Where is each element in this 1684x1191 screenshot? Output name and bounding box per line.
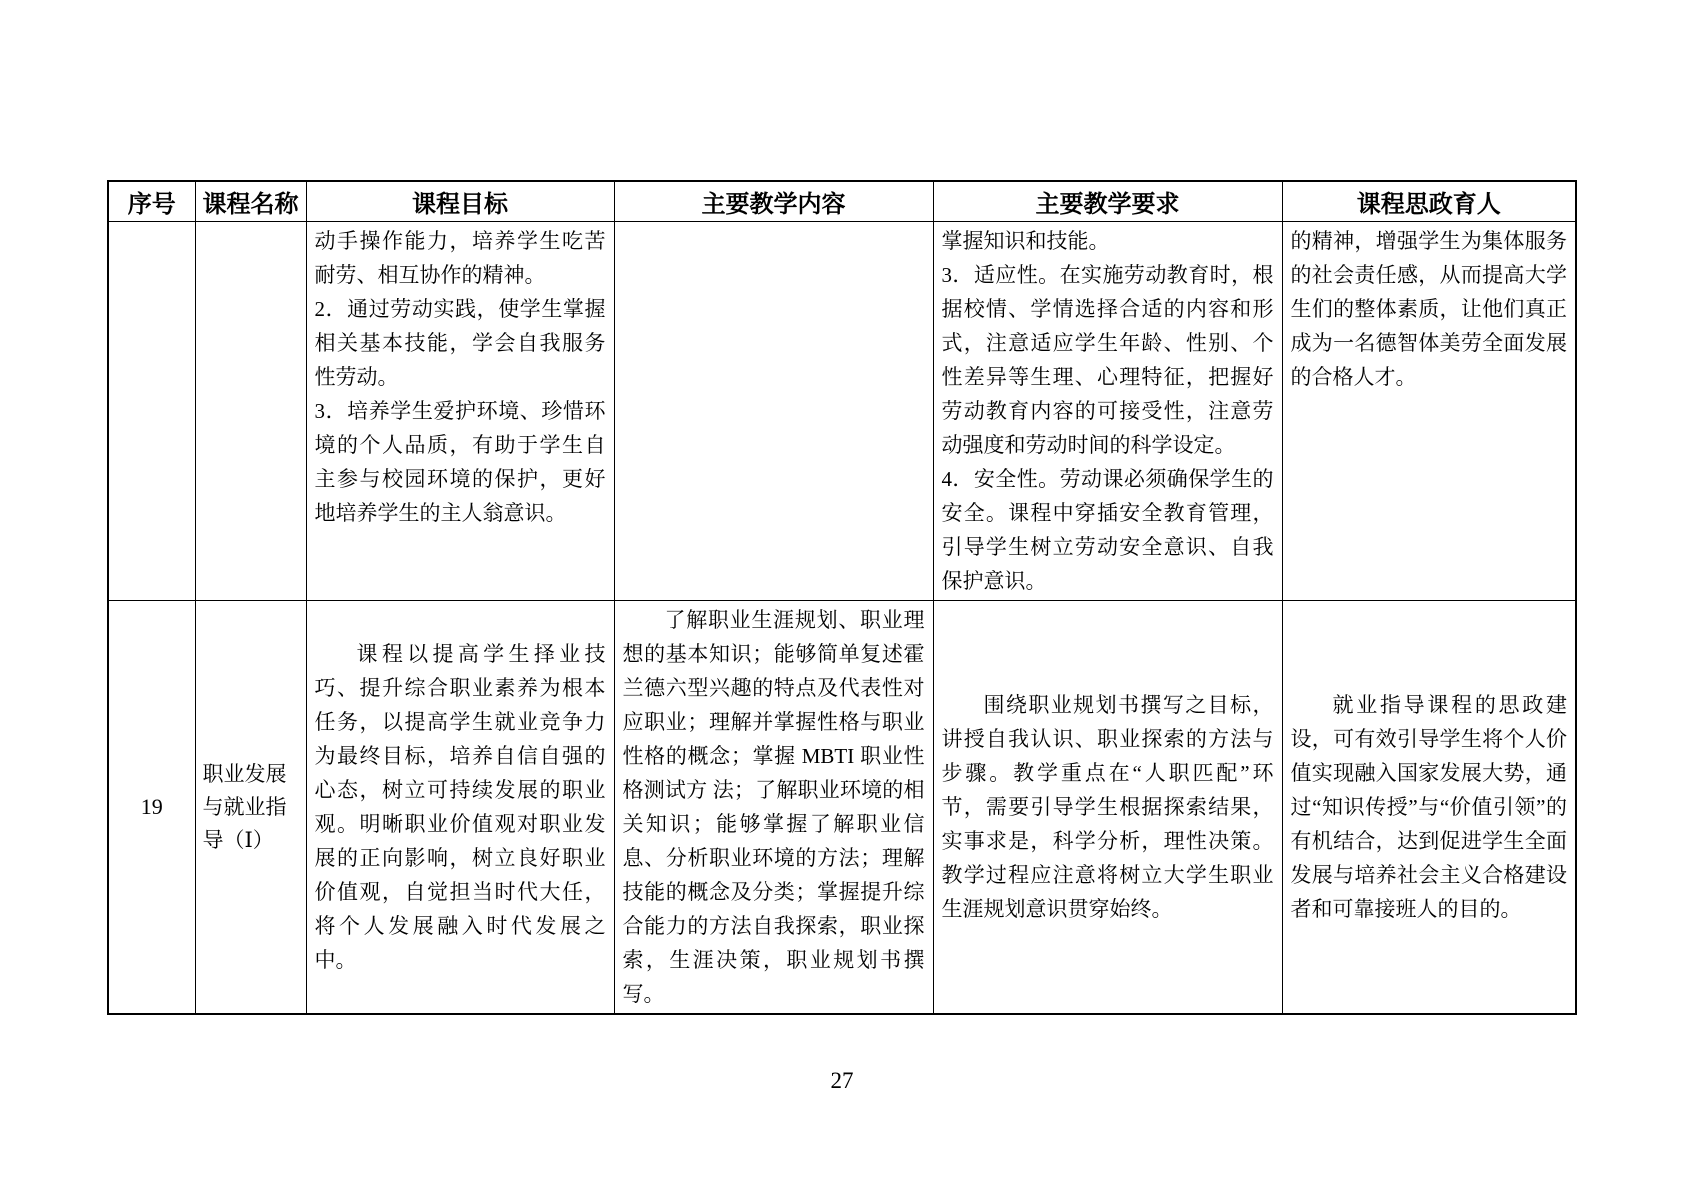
- cell-objectives-cont: [306, 222, 614, 601]
- cell-ideology-cont: [1282, 222, 1576, 601]
- cell-content-19: [614, 601, 933, 1015]
- cell-requirements-cont: [933, 222, 1282, 601]
- ideology-paragraph: 的精神，增强学生为集体服务的社会责任感，从而提高大学生们的整体素质，让他们真正成为一名德智体美劳全面发展的合格人才。: [1290, 229, 1567, 389]
- requirements-paragraph: 掌握知识和技能。: [941, 229, 1110, 253]
- objectives-paragraph: 动手操作能力，培养学生吃苦耐劳、相互协作的精神。: [314, 229, 606, 287]
- table-header-row: [108, 181, 1576, 222]
- objectives-paragraph: 3．培养学生爱护环境、珍惜环境的个人品质，有助于学生自主参与校园环境的保护，更好地培养学生的主人翁意识。: [314, 399, 606, 525]
- objectives-paragraph: 课程以提高学生择业技巧、提升综合职业素养为根本任务，以提高学生就业竞争力为最终目标，培养自信自强的心态，树立可持续发展的职业观。明晰职业价值观对职业发展的正向影响，树立良好职业价值观，自觉担当时代大任，将个人发展融入时代发展之中。: [314, 642, 606, 972]
- table-row-continuation: [108, 222, 1576, 601]
- header-content: 主要教学内容: [614, 181, 933, 222]
- ideology-paragraph: 就业指导课程的思政建设，可有效引导学生将个人价值实现融入国家发展大势，通过“知识传授”与“价值引领”的有机结合，达到促进学生全面发展与培养社会主义合格建设者和可靠接班人的目的。: [1290, 693, 1567, 921]
- objectives-paragraph: 2．通过劳动实践，使学生掌握相关基本技能，学会自我服务性劳动。: [314, 297, 606, 389]
- cell-course-name-cont: [195, 222, 306, 601]
- cell-requirements-19: [933, 601, 1282, 1015]
- requirements-paragraph: 3．适应性。在实施劳动教育时，根据校情、学情选择合适的内容和形式，注意适应学生年龄、性别、个性差异等生理、心理特征，把握好劳动教育内容的可接受性，注意劳动强度和劳动时间的科学设定。: [941, 263, 1274, 457]
- page-number: 27: [830, 1068, 854, 1093]
- header-course-name: 课程名称: [195, 181, 306, 222]
- cell-course-name-19: 职业发展与就业指导（Ⅰ）: [195, 601, 306, 1015]
- cell-content-cont: [614, 222, 933, 601]
- header-ideology: 课程思政育人: [1282, 181, 1576, 222]
- header-seq: 序号: [108, 181, 195, 222]
- requirements-paragraph: 围绕职业规划书撰写之目标，讲授自我认识、职业探索的方法与步骤。教学重点在“人职匹配”环节，需要引导学生根据探索结果，实事求是，科学分析，理性决策。教学过程应注意将树立大学生职业生涯规划意识贯穿始终。: [941, 693, 1274, 921]
- header-requirements: 主要教学要求: [933, 181, 1282, 222]
- table-row-19: [108, 601, 1576, 1015]
- cell-ideology-19: [1282, 601, 1576, 1015]
- course-table: [107, 180, 1577, 1015]
- cell-seq-19: 19: [108, 601, 195, 1015]
- cell-objectives-19: [306, 601, 614, 1015]
- header-objectives: 课程目标: [306, 181, 614, 222]
- cell-seq-cont: [108, 222, 195, 601]
- course-table-container: [107, 180, 1577, 1015]
- requirements-paragraph: 4．安全性。劳动课必须确保学生的安全。课程中穿插安全教育管理，引导学生树立劳动安全意识、自我保护意识。: [941, 467, 1274, 593]
- content-paragraph: 了解职业生涯规划、职业理想的基本知识；能够简单复述霍兰德六型兴趣的特点及代表性对应职业；理解并掌握性格与职业性格的概念；掌握 MBTI 职业性格测试方 法；了解职业环境的相关知识；能够掌握了解职业信息、分析职业环境的方法；理解技能的概念及分类；掌握提升综合能力的方法自我探索，职业探索，生涯决策，职业规划书撰写。: [622, 608, 925, 1006]
